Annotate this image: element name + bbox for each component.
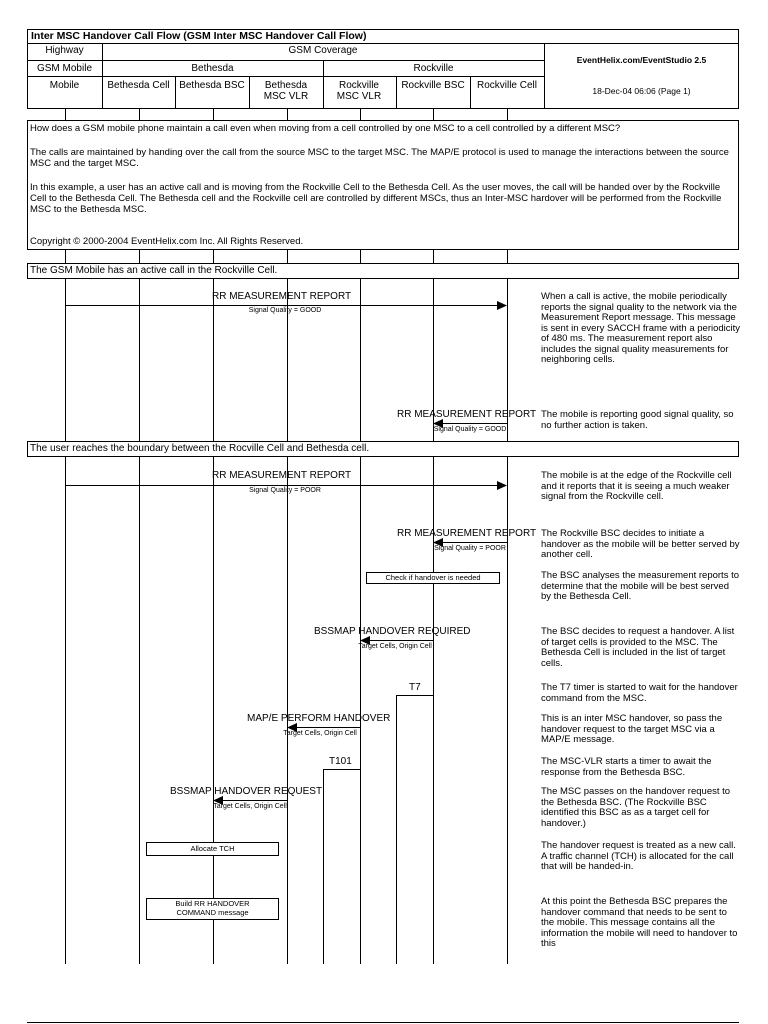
entity-rockville-bsc: Rockville BSC — [401, 80, 465, 91]
message-map-e-perform-handover: MAP/E PERFORM HANDOVER — [247, 713, 391, 724]
note-1: When a call is active, the mobile periodically reports the signal quality to the network via the Measurement Report message. This message is sent in every SACCH frame with a periodicity of 480 ms. The measurement report also includes the signal quality measurements for neighboring cells. — [541, 291, 741, 365]
note-5: The BSC analyses the measurement reports to determine that the mobile will be best served by the Bethesda Cell. — [541, 570, 740, 602]
note-7: The T7 timer is started to wait for the handover command from the MSC. — [541, 682, 738, 704]
message-rr-measurement-report-2: RR MEASUREMENT REPORT — [397, 409, 537, 420]
message-rr-measurement-report-4: RR MEASUREMENT REPORT — [397, 528, 537, 539]
entity-rockville-msc-vlr: Rockville MSC VLR — [336, 80, 382, 102]
entity-mobile: Mobile — [49, 80, 80, 91]
message-param-7: Target Cells, Origin Cell — [213, 803, 287, 810]
note-6: The BSC decides to request a handover. A list of target cells is provided to the MSC. The Bethesda Cell is included in the list of target cells. — [541, 626, 735, 669]
message-param-4: Signal Quality = POOR — [434, 545, 506, 552]
note-4: The Rockville BSC decides to initiate a handover as the mobile will be better served by another cell. — [541, 528, 740, 560]
action-allocate-tch: Allocate TCH — [146, 842, 279, 856]
timer-t101: T101 — [329, 756, 352, 767]
message-rr-measurement-report-1: RR MEASUREMENT REPORT — [212, 291, 352, 302]
entity-rockville-cell: Rockville Cell — [476, 80, 537, 91]
arrow-right-icon — [497, 481, 507, 490]
header-bethesda: Bethesda — [191, 63, 234, 74]
page-title: Inter MSC Handover Call Flow (GSM Inter MSC Handover Call Flow) — [31, 30, 367, 42]
note-11: The handover request is treated as a new call. A traffic channel (TCH) is allocated for the call that will be handed-in. — [541, 840, 736, 872]
timer-t7: T7 — [409, 682, 421, 693]
action-build-handover-command: Build RR HANDOVER COMMAND message — [146, 898, 279, 920]
message-param-2: Signal Quality = GOOD — [433, 426, 507, 433]
section-active-call: The GSM Mobile has an active call in the Rockville Cell. — [27, 263, 739, 279]
message-bssmap-handover-request: BSSMAP HANDOVER REQUEST — [170, 786, 323, 797]
header-rockville: Rockville — [413, 63, 454, 74]
note-8: This is an inter MSC handover, so pass the handover request to the target MSC via a MAP/E message. — [541, 713, 723, 745]
copyright: Copyright © 2000-2004 EventHelix.com Inc. All Rights Reserved. — [30, 236, 304, 247]
entity-bethesda-bsc: Bethesda BSC — [179, 80, 245, 91]
header-highway: Highway — [45, 45, 84, 56]
action-check-handover: Check if handover is needed — [366, 572, 500, 584]
page-date: 18-Dec-04 06:06 (Page 1) — [592, 86, 691, 96]
note-12: At this point the Bethesda BSC prepares the handover command that needs to be sent to the mobile. This message contains all the information the mobile will need to handover to this — [541, 896, 738, 949]
entity-bethesda-cell: Bethesda Cell — [107, 80, 170, 91]
message-rr-measurement-report-3: RR MEASUREMENT REPORT — [212, 470, 352, 481]
arrow-right-icon — [497, 301, 507, 310]
intro-question: How does a GSM mobile phone maintain a call even when moving from a cell controlled by one MSC to a cell controlled by a different MSC? — [30, 123, 621, 134]
message-param-5: Target Cells, Origin Cell — [358, 643, 432, 650]
tool-name: EventHelix.com/EventStudio 2.5 — [576, 55, 707, 65]
message-bssmap-handover-required: BSSMAP HANDOVER REQUIRED — [314, 626, 471, 637]
note-2: The mobile is reporting good signal quality, so no further action is taken. — [541, 409, 734, 431]
note-3: The mobile is at the edge of the Rockville cell and it reports that it is seeing a much weaker signal from the Rockville cell. — [541, 470, 732, 502]
intro-paragraph-1: The calls are maintained by handing over the call from the source MSC to the target MSC. The MAP/E protocol is used to manage the interactions between the source MSC and the target MSC. — [30, 147, 729, 169]
message-param-6: Target Cells, Origin Cell — [283, 730, 357, 737]
message-param-1: Signal Quality = GOOD — [248, 307, 322, 314]
header-gsm-coverage: GSM Coverage — [288, 45, 358, 56]
entity-bethesda-msc-vlr: Bethesda MSC VLR — [263, 80, 309, 102]
intro-paragraph-2: In this example, a user has an active call and is moving from the Rockville Cell to the Bethesda Cell. As the user moves, the call will be handed over by the Rockville Cell to the Bethesda Cell. The Bethesda cell and the Rockville cell are controlled by different MSCs, thus an Inter-MSC hardover will be performed from the Rockville MSC to the Bethesda MSC. — [30, 182, 722, 215]
message-param-3: Signal Quality = POOR — [249, 487, 321, 494]
header-gsm-mobile: GSM Mobile — [36, 63, 92, 74]
note-10: The MSC passes on the handover request to the Bethesda BSC. (The Rockville BSC identified this BSC as as a target cell for handover.) — [541, 786, 731, 829]
section-cell-boundary: The user reaches the boundary between the Rocville Cell and Bethesda cell. — [27, 441, 739, 457]
note-9: The MSC-VLR starts a timer to await the response from the Bethesda BSC. — [541, 756, 712, 778]
